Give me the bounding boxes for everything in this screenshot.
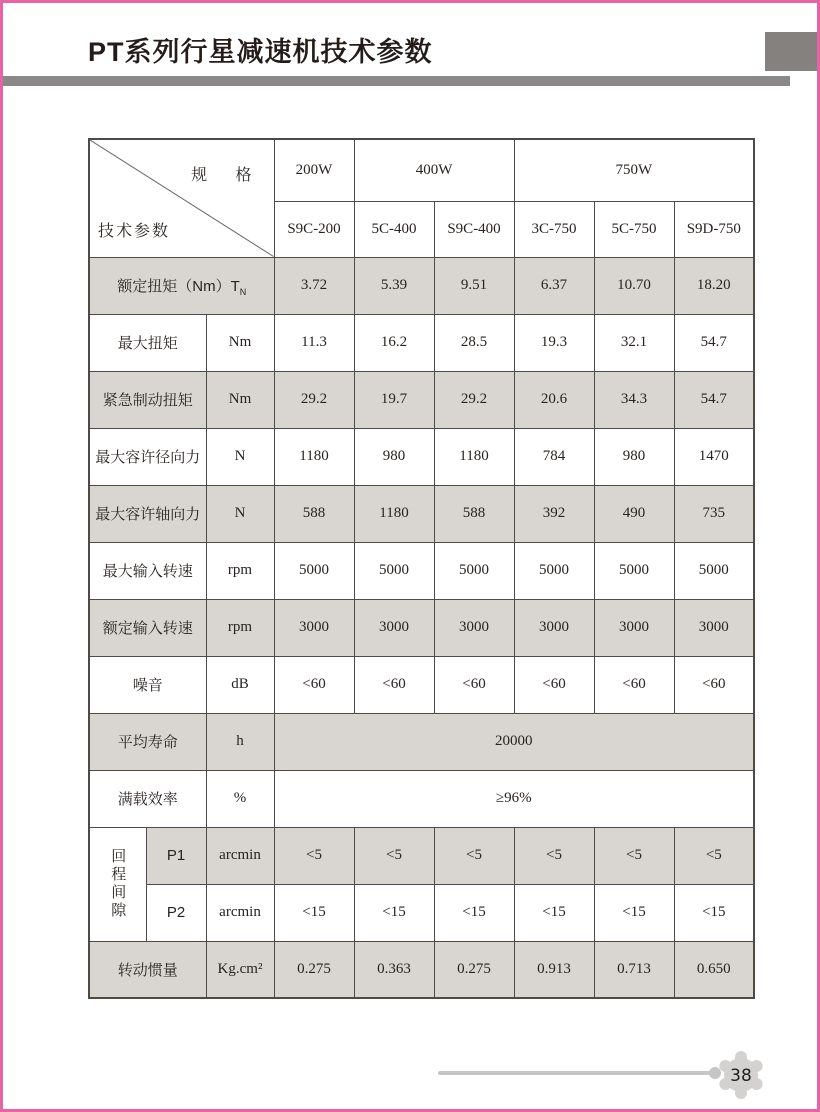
value-cell: <15	[274, 884, 354, 941]
value-cell: 392	[514, 485, 594, 542]
value-cell: 3000	[674, 599, 754, 656]
value-cell: 5.39	[354, 257, 434, 314]
value-cell: <15	[354, 884, 434, 941]
row-label: 最大扭矩	[89, 314, 206, 371]
model-cell: S9D-750	[674, 201, 754, 257]
table-body	[89, 257, 754, 998]
value-cell: 3000	[594, 599, 674, 656]
value-cell: <60	[594, 656, 674, 713]
model-cell: S9C-200	[274, 201, 354, 257]
value-cell: 0.913	[514, 941, 594, 998]
unit-cell: arcmin	[206, 827, 274, 884]
value-cell: 0.363	[354, 941, 434, 998]
value-cell: 1180	[434, 428, 514, 485]
unit-cell: %	[206, 770, 274, 827]
value-cell: 54.7	[674, 314, 754, 371]
value-cell: 5000	[514, 542, 594, 599]
value-cell: 3000	[434, 599, 514, 656]
value-cell: 18.20	[674, 257, 754, 314]
value-cell: 29.2	[434, 371, 514, 428]
value-cell: <5	[354, 827, 434, 884]
row-label: 最大容许径向力	[89, 428, 206, 485]
spec-table-grid	[88, 138, 755, 999]
merged-value-cell: ≥96%	[274, 770, 754, 827]
corner-label-spec: 规 格	[191, 167, 264, 184]
power-group-cell: 750W	[514, 139, 754, 201]
unit-cell: rpm	[206, 599, 274, 656]
value-cell: <5	[594, 827, 674, 884]
value-cell: 5000	[674, 542, 754, 599]
row-label: 平均寿命	[89, 713, 206, 770]
value-cell: 5000	[274, 542, 354, 599]
value-cell: <15	[594, 884, 674, 941]
row-group-label: 回程间隙	[89, 827, 146, 941]
value-cell: 16.2	[354, 314, 434, 371]
value-cell: <60	[354, 656, 434, 713]
gear-icon	[715, 1049, 767, 1101]
footer-rule	[438, 1071, 715, 1075]
value-cell: <60	[434, 656, 514, 713]
value-cell: 0.275	[274, 941, 354, 998]
value-cell: 1180	[274, 428, 354, 485]
value-cell: <15	[434, 884, 514, 941]
power-group-cell: 400W	[354, 139, 514, 201]
value-cell: 3000	[514, 599, 594, 656]
value-cell: 9.51	[434, 257, 514, 314]
model-cell: 3C-750	[514, 201, 594, 257]
value-cell: 5000	[594, 542, 674, 599]
merged-value-cell: 20000	[274, 713, 754, 770]
row-sublabel: P2	[146, 884, 206, 941]
value-cell: <5	[514, 827, 594, 884]
value-cell: <15	[514, 884, 594, 941]
value-cell: 784	[514, 428, 594, 485]
value-cell: 5000	[354, 542, 434, 599]
model-cell: 5C-400	[354, 201, 434, 257]
value-cell: <5	[274, 827, 354, 884]
unit-cell: Nm	[206, 314, 274, 371]
corner-label-params: 技术参数	[98, 222, 171, 240]
value-cell: 0.650	[674, 941, 754, 998]
header-divider-bar	[3, 76, 790, 86]
value-cell: 10.70	[594, 257, 674, 314]
unit-cell: arcmin	[206, 884, 274, 941]
value-cell: 1180	[354, 485, 434, 542]
unit-cell: N	[206, 485, 274, 542]
row-sublabel: P1	[146, 827, 206, 884]
row-label: 满载效率	[89, 770, 206, 827]
value-cell: 32.1	[594, 314, 674, 371]
value-cell: <5	[674, 827, 754, 884]
value-cell: <5	[434, 827, 514, 884]
value-cell: 20.6	[514, 371, 594, 428]
table-header	[89, 139, 754, 257]
value-cell: 0.713	[594, 941, 674, 998]
value-cell: 5000	[434, 542, 514, 599]
value-cell: <60	[274, 656, 354, 713]
value-cell: 588	[274, 485, 354, 542]
value-cell: 19.7	[354, 371, 434, 428]
value-cell: 3.72	[274, 257, 354, 314]
power-group-cell: 200W	[274, 139, 354, 201]
value-cell: <60	[514, 656, 594, 713]
value-cell: 19.3	[514, 314, 594, 371]
value-cell: 980	[354, 428, 434, 485]
value-cell: 490	[594, 485, 674, 542]
row-label: 额定输入转速	[89, 599, 206, 656]
value-cell: 3000	[354, 599, 434, 656]
value-cell: 735	[674, 485, 754, 542]
unit-cell: h	[206, 713, 274, 770]
spec-corner-cell	[89, 139, 274, 257]
row-label: 最大输入转速	[89, 542, 206, 599]
row-label: 噪音	[89, 656, 206, 713]
value-cell: 1470	[674, 428, 754, 485]
value-cell: <15	[674, 884, 754, 941]
unit-cell: N	[206, 428, 274, 485]
page-title: PT系列行星减速机技术参数	[88, 37, 433, 67]
row-label: 额定扭矩$(Nm)T_N$	[89, 257, 274, 314]
spec-table	[88, 138, 755, 999]
value-cell: <60	[674, 656, 754, 713]
value-cell: 29.2	[274, 371, 354, 428]
row-label: 最大容许轴向力	[89, 485, 206, 542]
value-cell: 6.37	[514, 257, 594, 314]
row-label: 紧急制动扭矩	[89, 371, 206, 428]
unit-cell: Nm	[206, 371, 274, 428]
unit-cell: rpm	[206, 542, 274, 599]
model-cell: S9C-400	[434, 201, 514, 257]
value-cell: 3000	[274, 599, 354, 656]
page-number: 38	[730, 1066, 752, 1086]
model-cell: 5C-750	[594, 201, 674, 257]
row-label: 转动惯量	[89, 941, 206, 998]
unit-cell: dB	[206, 656, 274, 713]
unit-cell: Kg.cm²	[206, 941, 274, 998]
value-cell: 54.7	[674, 371, 754, 428]
value-cell: 980	[594, 428, 674, 485]
value-cell: 0.275	[434, 941, 514, 998]
value-cell: 28.5	[434, 314, 514, 371]
header-accent-square	[765, 32, 818, 71]
value-cell: 34.3	[594, 371, 674, 428]
value-cell: 588	[434, 485, 514, 542]
value-cell: 11.3	[274, 314, 354, 371]
